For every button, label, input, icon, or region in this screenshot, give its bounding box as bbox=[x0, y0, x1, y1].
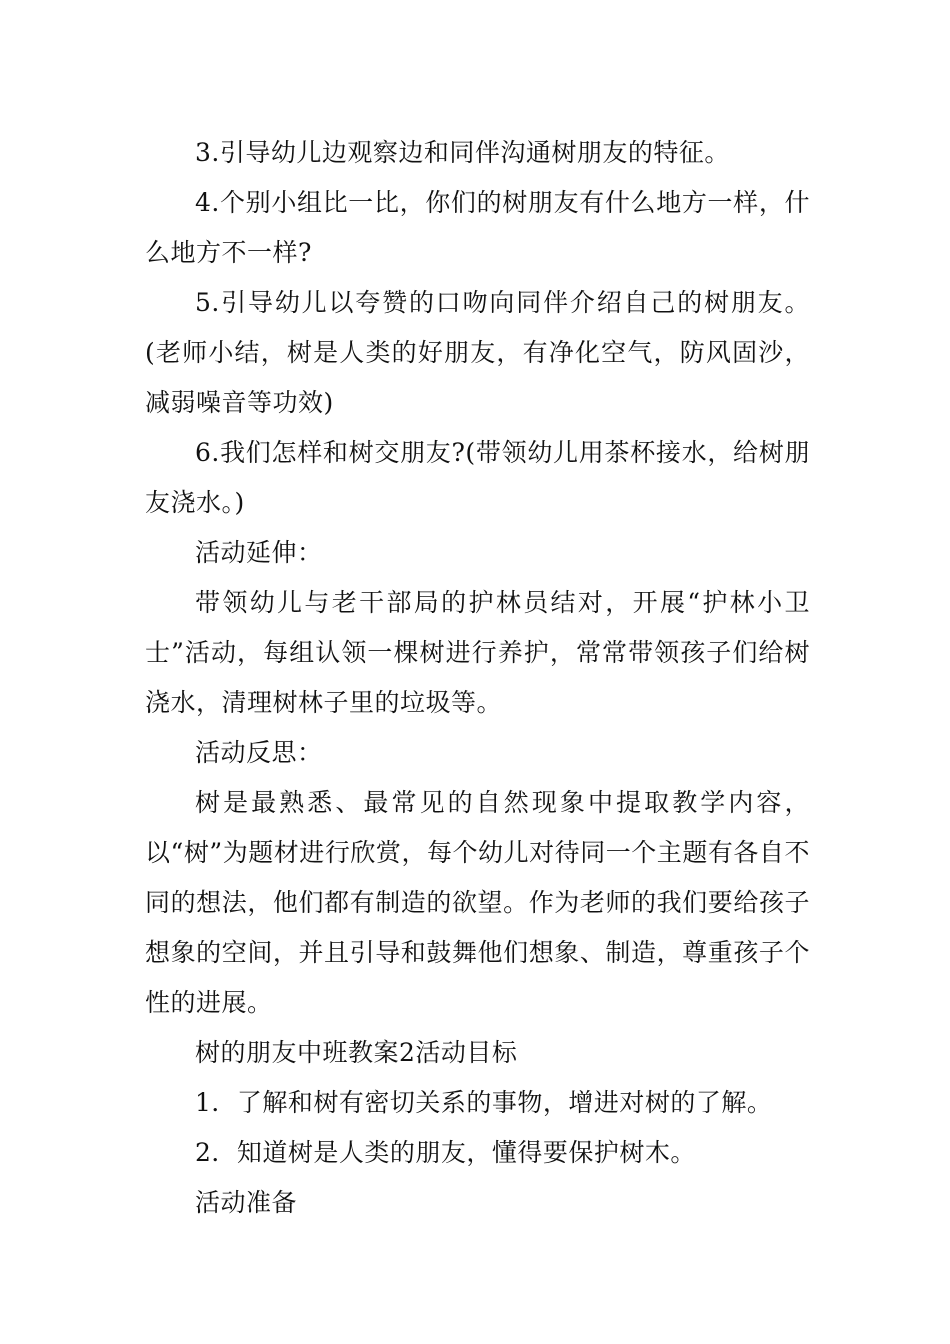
paragraph-step-6: 6.我们怎样和树交朋友?(带领幼儿用茶杯接水，给树朋友浇水。) bbox=[145, 438, 810, 517]
paragraph-goal-1: 1．了解和树有密切关系的事物，增进对树的了解。 bbox=[195, 1088, 773, 1117]
heading-activity-reflection: 活动反思： bbox=[195, 738, 323, 767]
paragraph-step-3: 3.引导幼儿边观察边和同伴沟通树朋友的特征。 bbox=[195, 138, 730, 167]
heading-lesson-plan-2-goals: 树的朋友中班教案2活动目标 bbox=[195, 1038, 518, 1067]
paragraph-goal-2: 2．知道树是人类的朋友，懂得要保护树木。 bbox=[195, 1138, 696, 1167]
paragraph-step-4: 4.个别小组比一比，你们的树朋友有什么地方一样，什么地方不一样? bbox=[145, 188, 810, 267]
heading-activity-extension: 活动延伸： bbox=[195, 538, 323, 567]
paragraph-reflection-body: 树是最熟悉、最常见的自然现象中提取教学内容，以“树”为题材进行欣赏，每个幼儿对待同一个主题有各自不同的想法，他们都有制造的欲望。作为老师的我们要给孩子想象的空间，并且引导和鼓舞他们想象、制造，尊重孩子个性的进展。 bbox=[145, 788, 810, 1017]
heading-activity-preparation: 活动准备 bbox=[195, 1188, 298, 1217]
document-page bbox=[145, 128, 810, 1228]
paragraph-extension-body: 带领幼儿与老干部局的护林员结对，开展“护林小卫士”活动，每组认领一棵树进行养护，常常带领孩子们给树浇水，清理树林子里的垃圾等。 bbox=[145, 588, 810, 717]
paragraph-step-5: 5.引导幼儿以夸赞的口吻向同伴介绍自己的树朋友。(老师小结，树是人类的好朋友，有净化空气，防风固沙，减弱噪音等功效) bbox=[145, 288, 810, 417]
